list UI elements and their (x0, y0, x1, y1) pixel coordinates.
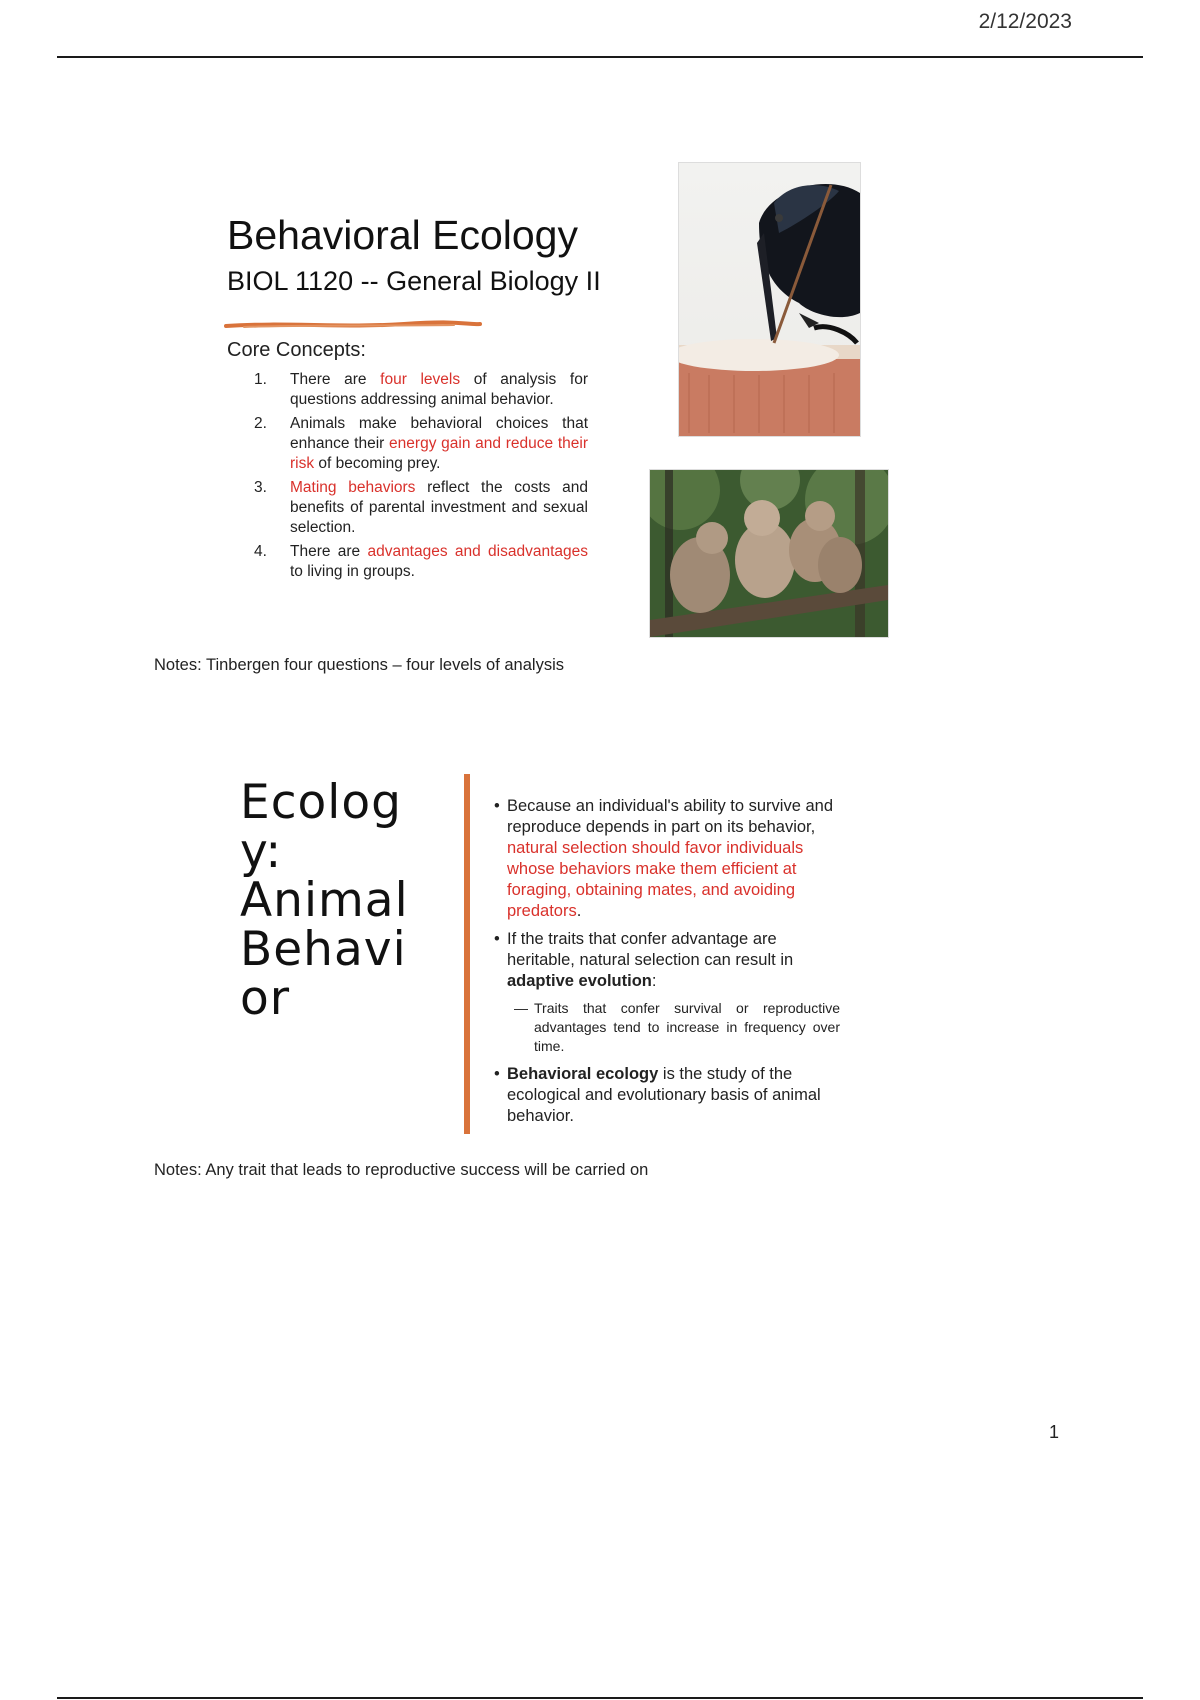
slide2-title (240, 775, 440, 1026)
crow-photo (678, 162, 861, 437)
slide1-subtitle: BIOL 1120 -- General Biology II (227, 266, 601, 296)
slide2-title-line: Behavi (240, 922, 407, 977)
concept-item (254, 478, 588, 538)
slide1-notes: Notes: Tinbergen four questions – four levels of analysis (154, 656, 564, 674)
bullet-text: : (651, 972, 657, 990)
concept-item (254, 414, 588, 474)
bullet-text: . (576, 902, 582, 920)
concept-text: of analysis for questions addressing animal behavior. (290, 371, 588, 408)
core-concepts-heading: Core Concepts: (227, 339, 366, 361)
orange-divider (464, 774, 470, 1134)
bullet-item (494, 929, 840, 992)
sub-bullet-text: Traits that confer survival or reproductive advantages tend to increase in frequency over time. (534, 1000, 840, 1054)
bullet-highlight: natural selection should favor individuals whose behaviors make them efficient at foraging, obtaining mates, and avoiding predators (507, 839, 804, 920)
concept-item (254, 370, 588, 410)
slide2-title-line: Ecolog (240, 775, 402, 830)
dash-marker: — (514, 1000, 528, 1016)
concept-highlight: Mating behaviors (290, 479, 416, 496)
slide2-title-line: y: (240, 824, 283, 879)
slide2-body (494, 796, 840, 1134)
bullet-text: is the study of the ecological and evolutionary basis of animal behavior. (507, 1065, 821, 1125)
concept-text: There are (290, 543, 368, 560)
concept-highlight: advantages and disadvantages (367, 543, 588, 560)
concept-text: to living in groups. (290, 563, 415, 580)
header-date: 2/12/2023 (978, 10, 1072, 33)
bullet-bold: Behavioral ecology (507, 1065, 659, 1083)
concept-number: 2. (254, 415, 267, 432)
concept-highlight: energy gain and reduce their risk (290, 435, 588, 472)
page-number: 1 (1049, 1422, 1060, 1442)
concept-number: 4. (254, 543, 267, 560)
core-concepts-list (254, 370, 588, 586)
footer-rule (57, 1697, 1143, 1699)
bullet-text: If the traits that confer advantage are heritable, natural selection can result in (507, 930, 794, 969)
concept-item (254, 542, 588, 582)
sub-bullet-item (494, 999, 840, 1056)
concept-number: 1. (254, 371, 267, 388)
monkeys-grooming-photo (649, 469, 889, 638)
header-rule (57, 56, 1143, 58)
bullet-text: Because an individual's ability to survive and reproduce depends in part on its behavior, (507, 797, 834, 836)
slide2-notes: Notes: Any trait that leads to reproductive success will be carried on (154, 1161, 649, 1179)
slide1-title: Behavioral Ecology (227, 212, 578, 258)
concept-text: reflect the costs and benefits of parental investment and sexual selection. (290, 479, 588, 536)
concept-number: 3. (254, 479, 267, 496)
orange-brush-underline (224, 318, 484, 332)
concept-text: of becoming prey. (314, 455, 441, 472)
concept-highlight: four levels (380, 371, 461, 388)
slide2-title-line: or (240, 971, 291, 1026)
concept-text: Animals make behavioral choices that enhance their (290, 415, 588, 452)
concept-text: There are (290, 371, 381, 388)
bullet-item (494, 796, 840, 922)
bullet-bold: adaptive evolution (507, 972, 652, 990)
bullet-item (494, 1064, 840, 1127)
slide2-title-line: Animal (240, 873, 409, 928)
